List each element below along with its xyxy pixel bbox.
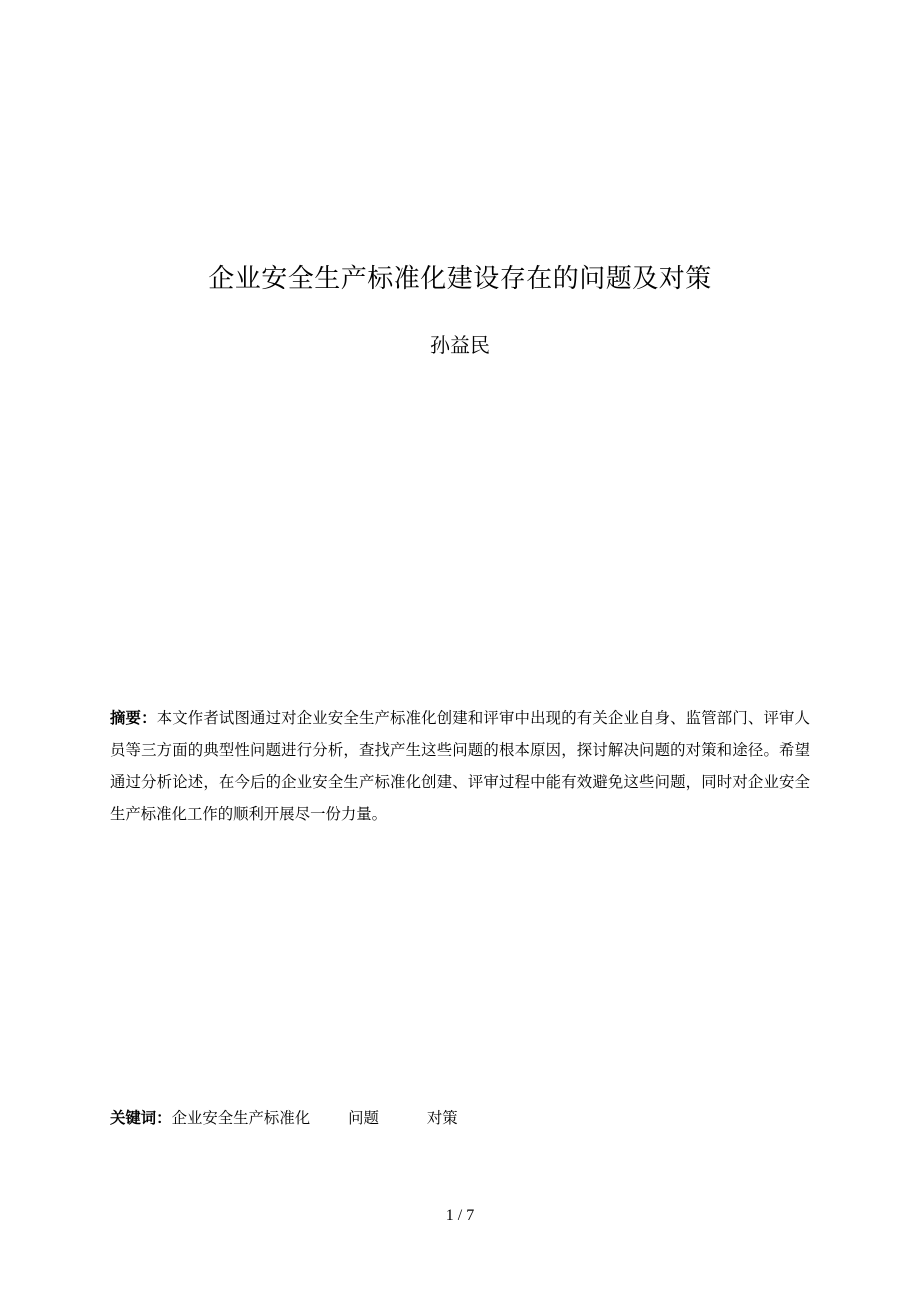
keyword-item: 对策	[426, 1109, 458, 1127]
keyword-item: 企业安全生产标准化	[171, 1109, 311, 1127]
author-name: 孙益民	[430, 333, 490, 357]
abstract-text: 本文作者试图通过对企业安全生产标准化创建和评审中出现的有关企业自身、监管部门、评审人员等三方面的典型性问题进行分析，查找产生这些问题的根本原因，探讨解决问题的对策和途径。希望通过分析论述，在今后的企业安全生产标准化创建、评审过程中能有效避免这些问题，同时对企业安全生产标准化工作的顺利开展尽一份力量。	[110, 709, 810, 823]
keyword-item: 问题	[348, 1109, 379, 1127]
abstract-paragraph	[110, 702, 810, 830]
keywords-label: 关键词：	[110, 1109, 172, 1127]
keywords-line	[110, 1103, 810, 1133]
abstract-label: 摘要：	[110, 709, 157, 727]
page-number: 1 / 7	[445, 1207, 475, 1224]
document-title: 企业安全生产标准化建设存在的问题及对策	[208, 264, 712, 294]
